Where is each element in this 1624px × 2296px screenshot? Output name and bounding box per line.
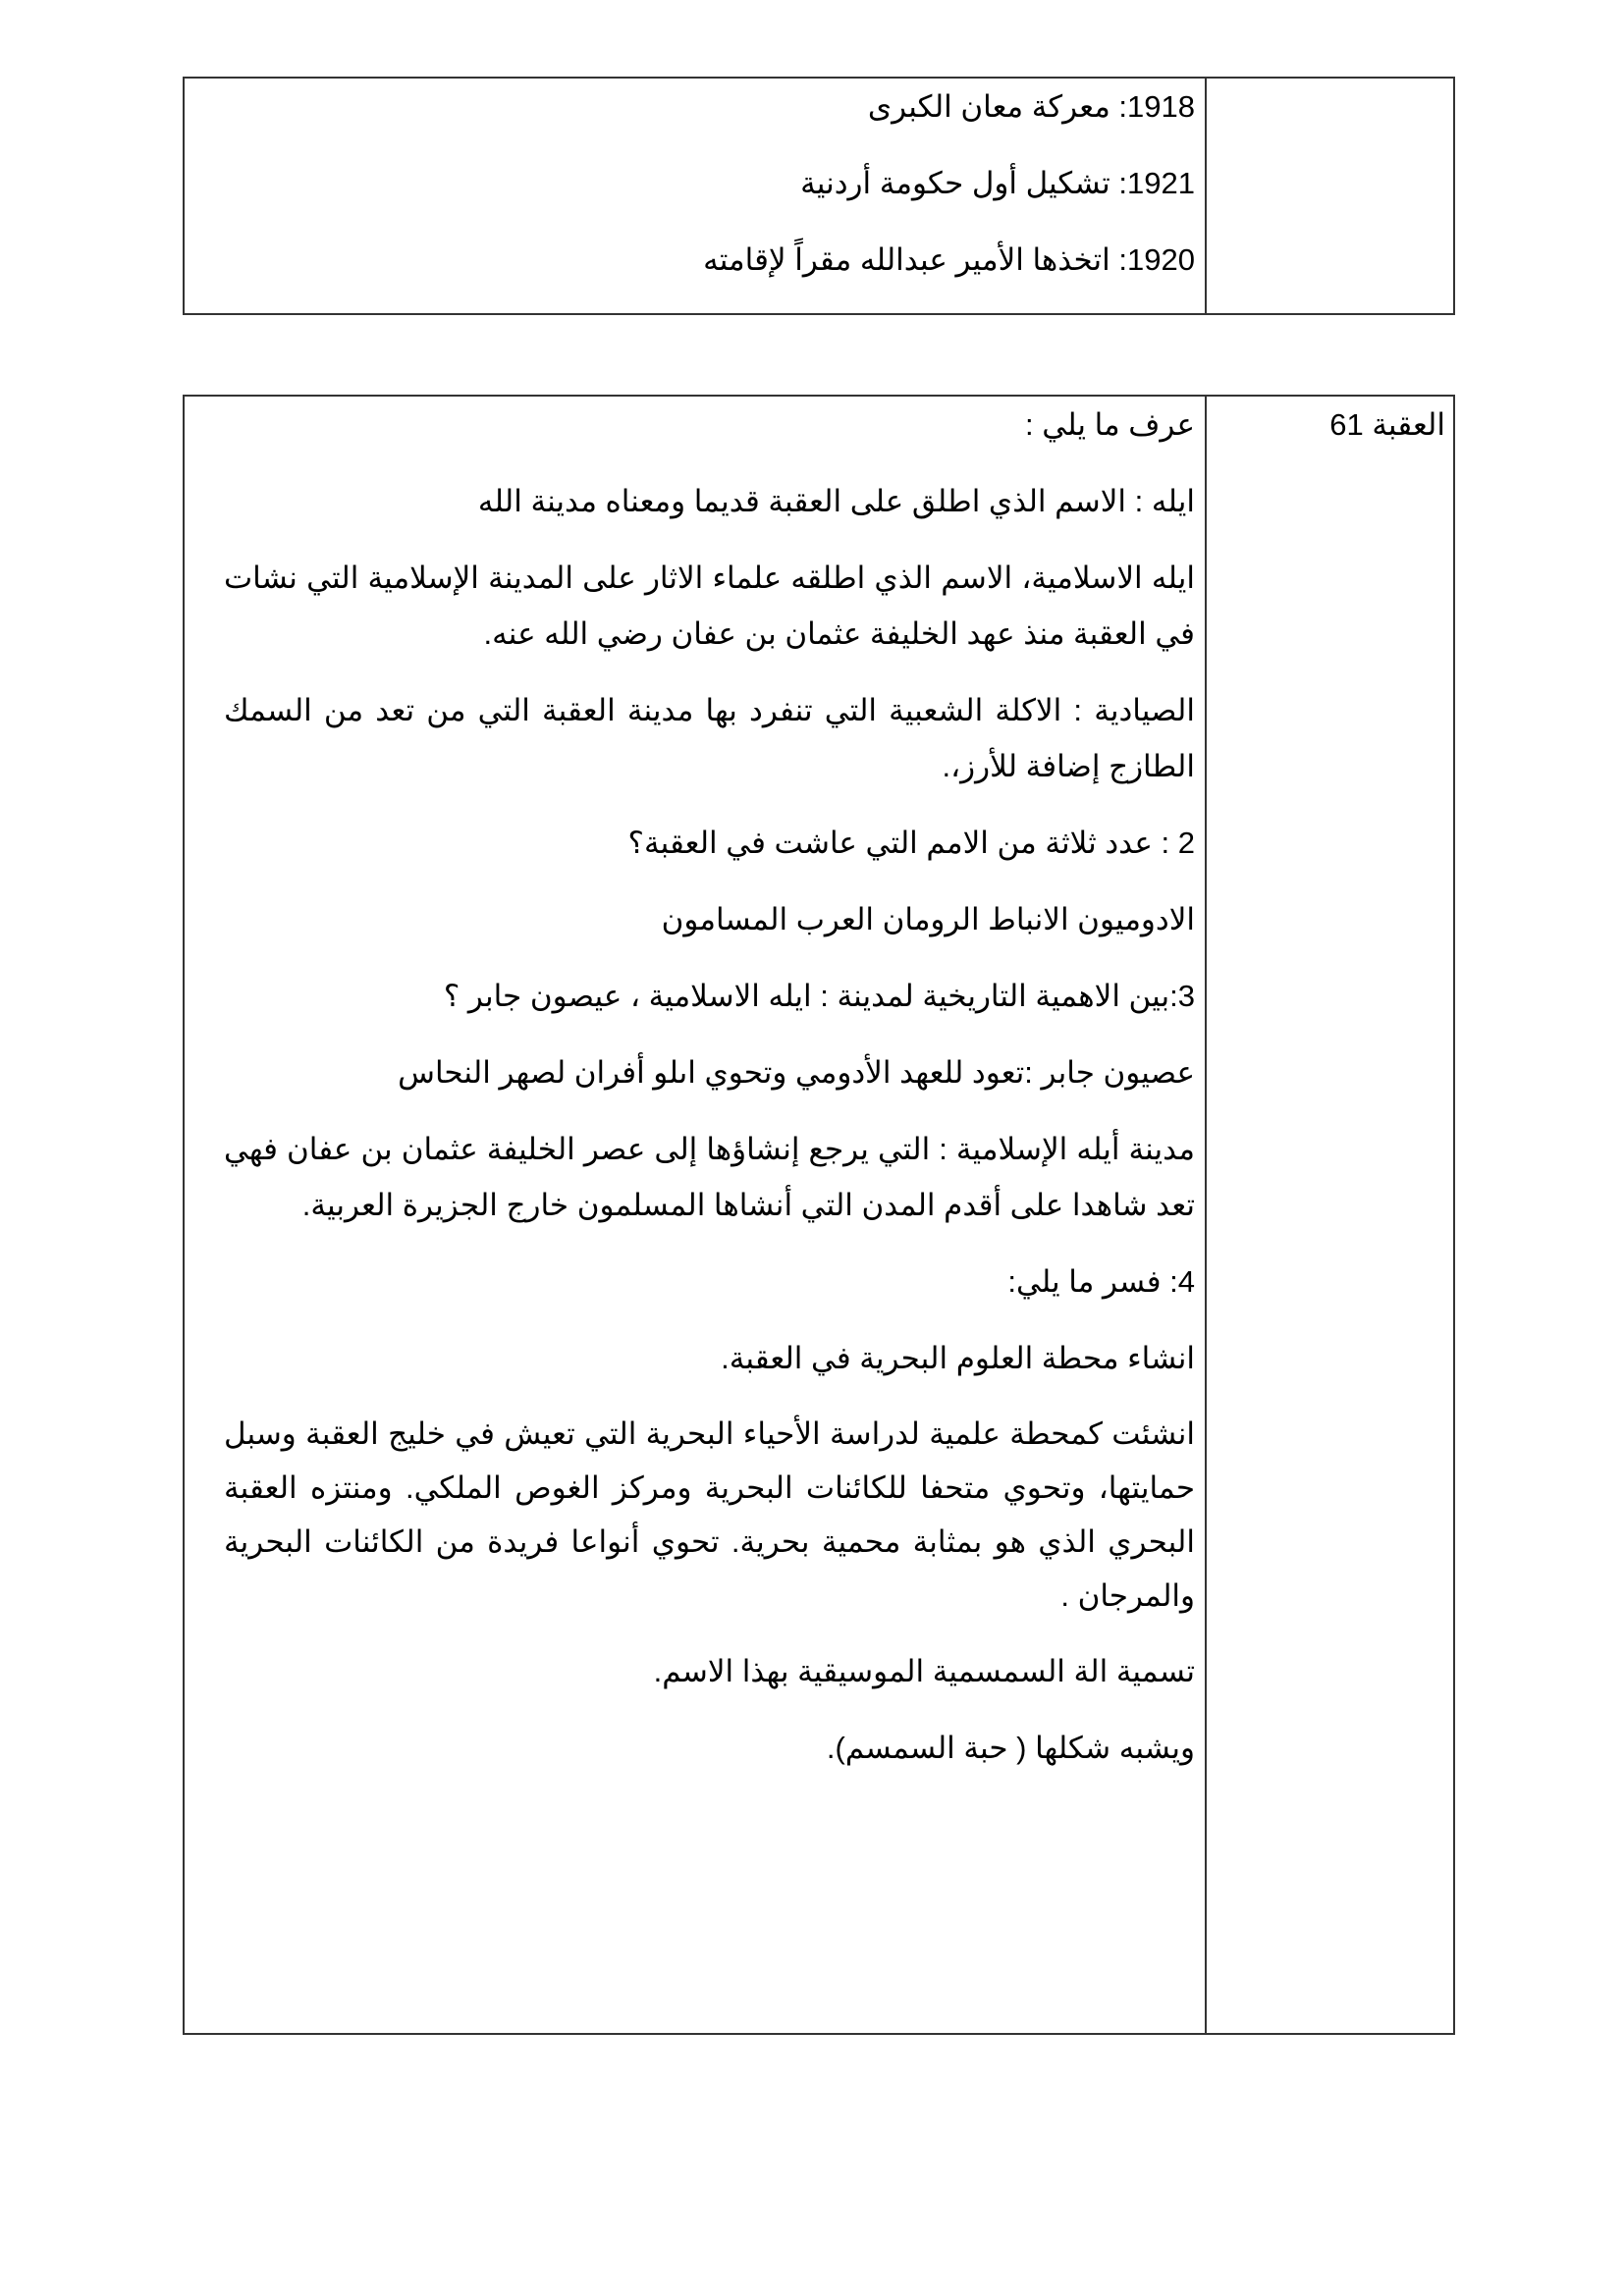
paragraph: الادوميون الانباط الرومان العرب المسامون [661,902,1195,936]
paragraph: انشئت كمحطة علمية لدراسة الأحياء البحرية التي تعيش في خليج العقبة وسبل حمايتها، وتحوي متحفا للكائنات البحرية ومركز الغوص الملكي. ومنتزه العقبة البحري الذي هو بمثابة محمية بحرية. تحوي أنواعا فريدة من الكائنات البحرية والمرجان . [224,1416,1195,1613]
paragraph: مدينة أيله الإسلامية : التي يرجع إنشاؤها إلى عصر الخليفة عثمان بن عفان فهي تعد شاهدا على أقدم المدن التي أنشاها المسلمون خارج الجزيرة العربية. [224,1132,1195,1222]
question: 2 : عدد ثلاثة من الامم التي عاشت في العقبة؟ [627,826,1195,860]
lesson-content-cell [185,397,1205,2033]
lesson-label: العقبة 61 [1205,397,1453,2033]
paragraph: عصيون جابر :تعود للعهد الأدومي وتحوي اىلو أفران لصهر النحاس [398,1055,1195,1090]
timeline-row: 1918: معركة معان الكبرى [867,89,1195,124]
lesson-table [183,395,1455,2035]
paragraph: تسمية الة السمسمية الموسيقية بهذا الاسم. [653,1654,1195,1688]
timeline-label-cell [1205,79,1453,313]
paragraph: ويشبه شكلها ( حبة السمسم). [826,1731,1195,1765]
paragraph: الصيادية : الاكلة الشعبية التي تنفرد بها مدينة العقبة التي من تعد من السمك الطازج إضافة للأرز،. [224,693,1195,783]
paragraph: ايله الاسلامية، الاسم الذي اطلقه علماء الاثار على المدينة الإسلامية التي نشات في العقبة منذ عهد الخليفة عثمان بن عفان رضي الله عنه. [224,561,1195,651]
question: 3:بين الاهمية التاريخية لمدينة : ايله الاسلامية ، عيصون جابر ؟ [443,979,1195,1013]
timeline-content-cell [185,79,1205,313]
timeline-row: 1920: اتخذها الأمير عبدالله مقراً لإقامته [703,242,1195,277]
timeline-row: 1921: تشكيل أول حكومة أردنية [800,166,1195,200]
paragraph: انشاء محطة العلوم البحرية في العقبة. [721,1341,1195,1375]
question: 4: فسر ما يلي: [1007,1264,1195,1299]
timeline-table [183,77,1455,315]
paragraph: ايله : الاسم الذي اطلق على العقبة قديما ومعناه مدينة الله [477,484,1195,518]
section-heading: عرف ما يلي : [1025,407,1195,442]
